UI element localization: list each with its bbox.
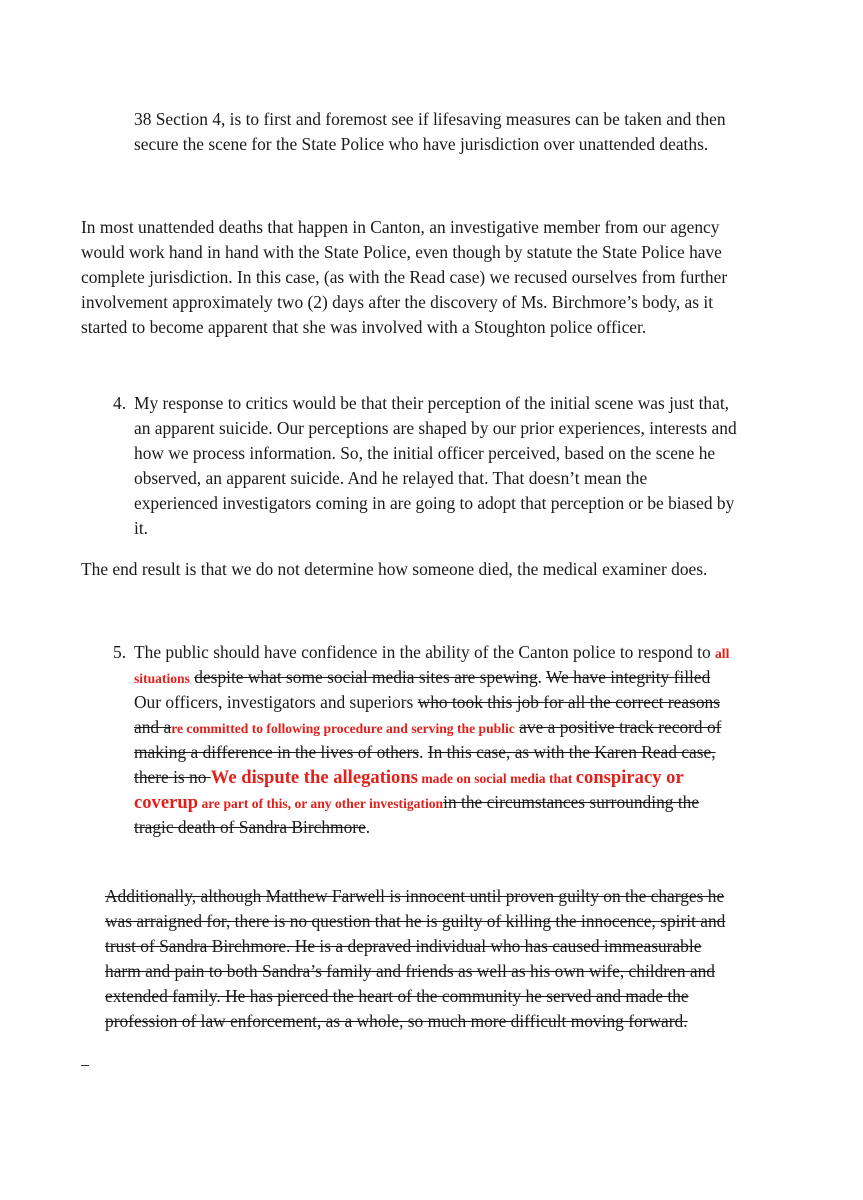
struck-text: making a difference in the lives of others [134, 742, 420, 762]
red-insertion: all [715, 646, 730, 661]
text-line: started to become apparent that she was involved with a Stoughton police officer. [81, 317, 647, 337]
text-line [105, 935, 701, 959]
text-line [134, 716, 721, 741]
struck-text: there is no [134, 767, 211, 787]
list-number-4: 4. [113, 393, 127, 413]
struck-text: trust of Sandra Birchmore. He is a depraved individual who has caused immeasurable [105, 936, 702, 956]
text-line: My response to critics would be that their perception of the initial scene was just that, [134, 393, 729, 413]
struck-text: was arraigned for, there is no question that he is guilty of killing the innocence, spirit and [105, 911, 726, 931]
red-insertion: re committed to following procedure and serving the public [171, 721, 515, 736]
struck-text: In this case, as with the Karen Read case, [427, 742, 716, 762]
text-line [105, 960, 715, 984]
plain-text: The public should have confidence in the ability of the Canton police to respond to [134, 642, 715, 662]
plain-text: . [537, 667, 547, 687]
end-result-sentence: The end result is that we do not determine how someone died, the medical examiner does. [81, 559, 708, 579]
struck-text: in the circumstances surrounding the [443, 792, 700, 812]
text-line [105, 1010, 688, 1034]
struck-text: ave a positive track record of [519, 717, 722, 737]
text-line: it. [134, 518, 149, 538]
text-line [134, 691, 720, 715]
text-line [134, 766, 684, 791]
text-line: experienced investigators coming in are going to adopt that perception or be biased by [134, 493, 735, 513]
text-line: secure the scene for the State Police who have jurisdiction over unattended deaths. [134, 134, 709, 154]
struck-text: profession of law enforcement, as a whole, so much more difficult moving forward. [105, 1011, 688, 1031]
red-insertion: situations [134, 671, 190, 686]
struck-text: tragic death of Sandra Birchmore [134, 817, 366, 837]
paragraph-mark [81, 1065, 89, 1066]
text-line: 38 Section 4, is to first and foremost see if lifesaving measures can be taken and then [134, 109, 726, 129]
struck-text: We have integrity filled [546, 667, 711, 687]
text-line [105, 985, 689, 1009]
text-line: involvement approximately two (2) days after the discovery of Ms. Birchmore’s body, as it [81, 292, 714, 312]
text-line: would work hand in hand with the State Police, even though by statute the State Police have [81, 242, 722, 262]
text-line [134, 666, 710, 691]
struck-text: Additionally, although Matthew Farwell is innocent until proven guilty on the charges he [105, 886, 725, 906]
struck-text: who took this job for all the correct reasons [417, 692, 720, 712]
struck-text: extended family. He has pierced the heart of the community he served and made the [105, 986, 689, 1006]
red-insertion-large: We dispute the allegations [210, 767, 418, 788]
text-line [134, 641, 729, 666]
text-line [134, 791, 699, 816]
plain-text: . [365, 817, 371, 837]
text-line [105, 885, 724, 909]
text-line: complete jurisdiction. In this case, (as with the Read case) we recused ourselves from further [81, 267, 728, 287]
text-line: observed, an apparent suicide. And he relayed that. That doesn’t mean the [134, 468, 648, 488]
text-line [134, 816, 370, 840]
plain-text: Our officers, investigators and superiors [134, 692, 418, 712]
text-line [134, 741, 716, 765]
text-line: how we process information. So, the initial officer perceived, based on the scene he [134, 443, 716, 463]
struck-text: despite what some social media sites are spewing [194, 667, 538, 687]
text-line: an apparent suicide. Our perceptions are shaped by our prior experiences, interests and [134, 418, 737, 438]
red-insertion: made on social media that [417, 771, 576, 786]
red-insertion-large: coverup [134, 792, 199, 813]
struck-text: and a [134, 717, 172, 737]
plain-text: . [419, 742, 428, 762]
red-insertion: are part of this, or any other investigation [198, 796, 444, 811]
text-line: In most unattended deaths that happen in Canton, an investigative member from our agency [81, 217, 720, 237]
struck-text: harm and pain to both Sandra’s family and friends as well as his own wife, children and [105, 961, 715, 981]
text-line [105, 910, 725, 934]
list-number-5: 5. [113, 642, 127, 662]
red-insertion-large: conspiracy or [575, 767, 684, 788]
